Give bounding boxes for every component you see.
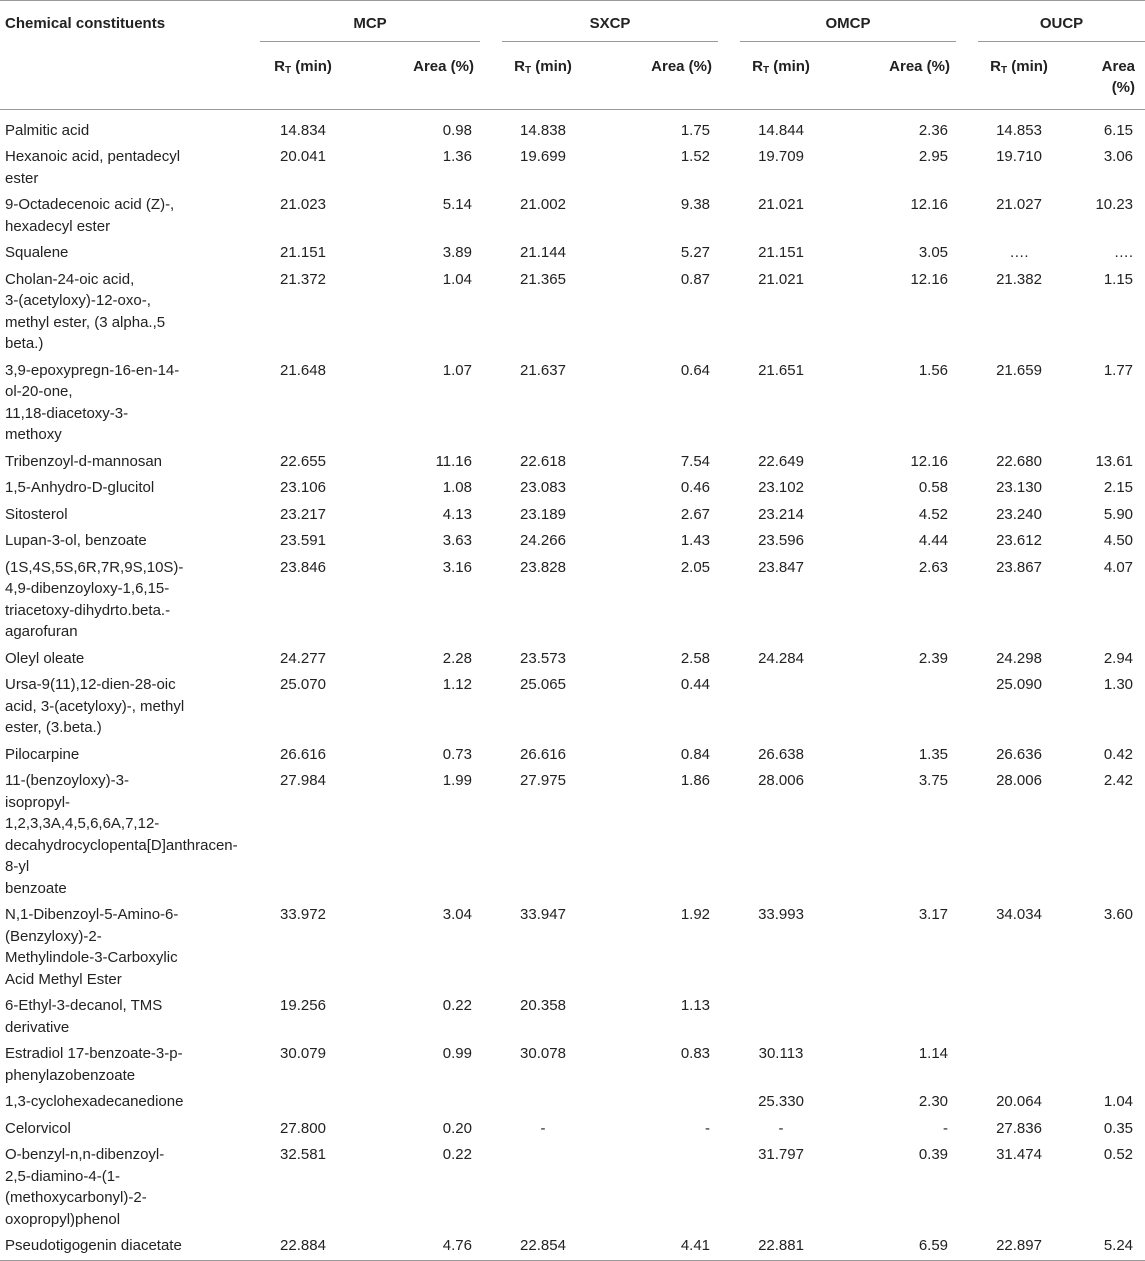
area-value: 9.38 bbox=[680, 196, 711, 213]
rt-value: 24.284 bbox=[758, 649, 804, 667]
rt-value: 22.680 bbox=[996, 452, 1042, 470]
area-value bbox=[1078, 993, 1145, 1041]
area-value: …. bbox=[1113, 244, 1134, 261]
table-row bbox=[0, 1041, 1145, 1089]
rt-value: 23.846 bbox=[280, 558, 326, 576]
rt-value: 22.884 bbox=[242, 1233, 364, 1260]
rt-value: 27.836 bbox=[996, 1119, 1042, 1137]
rt-value: 23.106 bbox=[280, 479, 326, 496]
area-value: 1.52 bbox=[680, 148, 711, 165]
rt-column-header: $R_T$ (min) bbox=[242, 46, 364, 110]
rt-value: 21.027 bbox=[996, 196, 1042, 213]
area-value: 1.36 bbox=[442, 148, 472, 165]
area-column-header: Area (%) bbox=[840, 46, 960, 110]
area-value: 5.14 bbox=[442, 196, 472, 213]
constituent-name: (1S,4S,5S,6R,7R,9S,10S)- 4,9-dibenzoyloxy-1,6,15- triacetoxy-dihydrto.beta.- agarofuran bbox=[5, 558, 184, 640]
rt-value: 27.800 bbox=[280, 1119, 326, 1137]
constituent-name: Palmitic acid bbox=[5, 121, 90, 139]
rt-value: 27.984 bbox=[280, 772, 326, 789]
group-header-omcp: OMCP bbox=[722, 1, 960, 46]
area-value: 1.35 bbox=[918, 745, 949, 763]
area-column-header: Area (%) bbox=[364, 46, 484, 110]
table-row bbox=[0, 528, 1145, 555]
area-value: 3.06 bbox=[1103, 148, 1134, 165]
area-value: 3.17 bbox=[918, 906, 949, 923]
area-value: 4.52 bbox=[918, 505, 949, 523]
constituent-name: Pseudotigogenin diacetate bbox=[0, 1233, 242, 1260]
constituent-name: Sitosterol bbox=[5, 505, 68, 523]
area-value: 12.16 bbox=[910, 270, 949, 288]
table-row bbox=[0, 993, 1145, 1041]
area-value: 6.15 bbox=[1103, 121, 1134, 139]
rt-value: 22.649 bbox=[758, 452, 804, 470]
area-value: 1.99 bbox=[442, 772, 472, 789]
rt-value: 27.975 bbox=[520, 772, 566, 789]
rt-value: 25.065 bbox=[520, 676, 566, 693]
rt-value: 23.612 bbox=[996, 532, 1042, 549]
table-row bbox=[0, 555, 1145, 646]
rt-value: 19.699 bbox=[520, 148, 566, 165]
rt-value: 19.710 bbox=[996, 148, 1042, 165]
area-value: 1.30 bbox=[1103, 676, 1134, 693]
rt-value: 33.993 bbox=[758, 906, 804, 923]
constituent-name: Cholan-24-oic acid, 3-(acetyloxy)-12-oxo-, methyl ester, (3 alpha.,5 beta.) bbox=[5, 270, 166, 352]
group-header-mcp: MCP bbox=[242, 1, 484, 46]
area-value: 12.16 bbox=[910, 452, 949, 470]
rt-value: 21.021 bbox=[758, 270, 804, 288]
area-value: 0.22 bbox=[442, 1146, 472, 1163]
area-value: - bbox=[943, 1119, 949, 1137]
table-row bbox=[0, 1142, 1145, 1233]
rt-value: 26.636 bbox=[996, 745, 1042, 763]
rt-value bbox=[484, 1089, 602, 1116]
rt-column-header: $R_T$ (min) bbox=[484, 46, 602, 110]
table-row bbox=[0, 1116, 1145, 1143]
area-value: 0.20 bbox=[442, 1119, 472, 1137]
rt-value bbox=[484, 1142, 602, 1233]
rt-value: 20.358 bbox=[520, 997, 566, 1014]
area-value bbox=[840, 993, 960, 1041]
rt-value bbox=[722, 993, 840, 1041]
area-value: 1.43 bbox=[680, 532, 711, 549]
rt-value: 23.189 bbox=[520, 505, 566, 523]
area-value: 2.67 bbox=[680, 505, 711, 523]
area-value: 5.90 bbox=[1103, 505, 1134, 523]
rt-value: - bbox=[778, 1119, 784, 1137]
area-value: 2.63 bbox=[918, 558, 949, 576]
group-header-sxcp: SXCP bbox=[484, 1, 722, 46]
constituent-name: Celorvicol bbox=[5, 1119, 71, 1137]
rt-value: 19.256 bbox=[280, 997, 326, 1014]
area-value: 0.52 bbox=[1103, 1146, 1134, 1163]
rt-value: 22.854 bbox=[484, 1233, 602, 1260]
rt-value: 30.079 bbox=[280, 1045, 326, 1062]
area-value: 0.46 bbox=[680, 479, 711, 496]
area-value: 0.99 bbox=[442, 1045, 472, 1062]
area-value: 1.04 bbox=[442, 270, 472, 288]
rt-value: 23.591 bbox=[280, 532, 326, 549]
rt-value: 24.266 bbox=[520, 532, 566, 549]
constituent-name: Ursa-9(11),12-dien-28-oic acid, 3-(acetyloxy)-, methyl ester, (3.beta.) bbox=[5, 676, 185, 736]
rt-value: 22.897 bbox=[960, 1233, 1078, 1260]
rt-value: 25.090 bbox=[996, 676, 1042, 693]
rt-value: 23.083 bbox=[520, 479, 566, 496]
area-value: 2.39 bbox=[918, 649, 949, 667]
area-value: 0.44 bbox=[680, 676, 711, 693]
rt-value: 21.023 bbox=[280, 196, 326, 213]
area-value bbox=[602, 1142, 722, 1233]
area-value: 4.41 bbox=[602, 1233, 722, 1260]
area-value: 13.61 bbox=[1095, 452, 1134, 470]
area-value bbox=[1078, 1041, 1145, 1089]
area-value: 4.50 bbox=[1103, 532, 1134, 549]
area-value: - bbox=[705, 1119, 711, 1137]
area-value: 3.05 bbox=[918, 244, 949, 261]
table-row bbox=[0, 646, 1145, 673]
constituent-name: 9-Octadecenoic acid (Z)-, hexadecyl ester bbox=[5, 196, 175, 235]
rt-column-header: $R_T$ (min) bbox=[960, 46, 1078, 110]
area-value: 1.14 bbox=[918, 1045, 949, 1062]
rt-value: 23.828 bbox=[520, 558, 566, 576]
area-value: 1.15 bbox=[1103, 270, 1134, 288]
rt-value: 28.006 bbox=[996, 772, 1042, 789]
area-value: 0.39 bbox=[918, 1146, 949, 1163]
table-row bbox=[0, 449, 1145, 476]
rt-value: 14.853 bbox=[996, 121, 1042, 139]
area-value: 3.89 bbox=[442, 244, 472, 261]
area-value: 1.92 bbox=[680, 906, 711, 923]
rt-value: 21.651 bbox=[758, 361, 804, 379]
area-value bbox=[602, 1089, 722, 1116]
sub-header-row bbox=[0, 46, 1145, 110]
area-value: 4.76 bbox=[364, 1233, 484, 1260]
constituent-name: 6-Ethyl-3-decanol, TMS derivative bbox=[5, 997, 163, 1036]
rt-value: 21.151 bbox=[280, 244, 326, 261]
area-value: 4.44 bbox=[918, 532, 949, 549]
rt-value: 23.217 bbox=[280, 505, 326, 523]
rt-value bbox=[242, 1089, 364, 1116]
constituent-name: Tribenzoyl-d-mannosan bbox=[5, 452, 163, 470]
rt-value: 23.130 bbox=[996, 479, 1042, 496]
table-row bbox=[0, 475, 1145, 502]
rt-value: 22.881 bbox=[722, 1233, 840, 1260]
area-value: 2.42 bbox=[1103, 772, 1134, 789]
rt-value: 21.659 bbox=[996, 361, 1042, 379]
constituent-name: Estradiol 17-benzoate-3-p- phenylazobenzoate bbox=[5, 1045, 183, 1084]
rt-value: 25.330 bbox=[758, 1093, 804, 1110]
area-value: 0.22 bbox=[442, 997, 472, 1014]
area-value: 10.23 bbox=[1095, 196, 1134, 213]
constituent-name: Squalene bbox=[5, 244, 69, 261]
area-value: 0.64 bbox=[680, 361, 711, 379]
area-value: 5.27 bbox=[680, 244, 711, 261]
rt-value: 34.034 bbox=[996, 906, 1042, 923]
constituent-name: Oleyl oleate bbox=[5, 649, 85, 667]
constituent-name: 1,3-cyclohexadecanedione bbox=[5, 1093, 184, 1110]
rt-value bbox=[722, 672, 840, 742]
rt-value: 24.298 bbox=[996, 649, 1042, 667]
area-value: 1.04 bbox=[1103, 1093, 1134, 1110]
area-value: 1.77 bbox=[1103, 361, 1134, 379]
table-row bbox=[0, 358, 1145, 449]
rt-value: 30.113 bbox=[758, 1045, 804, 1062]
area-value: 3.04 bbox=[442, 906, 472, 923]
area-value: 2.15 bbox=[1103, 479, 1134, 496]
area-value: 0.98 bbox=[442, 121, 472, 139]
table-row bbox=[0, 902, 1145, 993]
rt-value: 32.581 bbox=[280, 1146, 326, 1163]
area-value: 7.54 bbox=[680, 452, 711, 470]
rt-value: 21.382 bbox=[996, 270, 1042, 288]
rt-value: 14.844 bbox=[758, 121, 804, 139]
constituent-name: 1,5-Anhydro-D-glucitol bbox=[5, 479, 155, 496]
rt-value: 21.365 bbox=[520, 270, 566, 288]
constituent-name: O-benzyl-n,n-dibenzoyl- 2,5-diamino-4-(1- (methoxycarbonyl)-2- oxopropyl)phenol bbox=[5, 1146, 165, 1228]
rt-value: 21.002 bbox=[520, 196, 566, 213]
rt-value: 19.709 bbox=[758, 148, 804, 165]
table-row bbox=[0, 109, 1145, 144]
area-value: 2.58 bbox=[680, 649, 711, 667]
table-row bbox=[0, 240, 1145, 267]
rt-value: 21.021 bbox=[758, 196, 804, 213]
constituent-name: 11-(benzoyloxy)-3- isopropyl- 1,2,3,3A,4,5,6,6A,7,12- decahydrocyclopenta[D]anthracen- 8-yl benzoate bbox=[5, 772, 238, 897]
area-value: 1.13 bbox=[680, 997, 711, 1014]
area-value: 0.73 bbox=[442, 745, 472, 763]
rt-value: - bbox=[540, 1119, 546, 1137]
constituent-name: Lupan-3-ol, benzoate bbox=[5, 532, 147, 549]
area-value: 2.28 bbox=[442, 649, 472, 667]
rt-value: 31.474 bbox=[996, 1146, 1042, 1163]
area-value: 1.75 bbox=[680, 121, 711, 139]
rt-value bbox=[960, 1041, 1078, 1089]
rt-value: 23.573 bbox=[520, 649, 566, 667]
table-row bbox=[0, 144, 1145, 192]
rt-value: 20.064 bbox=[996, 1093, 1042, 1110]
constituent-name: N,1-Dibenzoyl-5-Amino-6- (Benzyloxy)-2- Methylindole-3-Carboxylic Acid Methyl Ester bbox=[5, 906, 179, 988]
table-row bbox=[0, 1233, 1145, 1260]
rt-value: 21.637 bbox=[520, 361, 566, 379]
rt-value: 21.372 bbox=[280, 270, 326, 288]
area-value: 6.59 bbox=[840, 1233, 960, 1260]
rt-column-header: $R_T$ (min) bbox=[722, 46, 840, 110]
area-value: 2.95 bbox=[918, 148, 949, 165]
rt-value: 23.240 bbox=[996, 505, 1042, 523]
rt-value: 25.070 bbox=[280, 676, 326, 693]
table-row bbox=[0, 267, 1145, 358]
rt-value: 23.596 bbox=[758, 532, 804, 549]
table-row bbox=[0, 1089, 1145, 1116]
area-value: 3.60 bbox=[1103, 906, 1134, 923]
area-value: 5.24 bbox=[1078, 1233, 1145, 1260]
area-value bbox=[840, 672, 960, 742]
area-value: 3.75 bbox=[918, 772, 949, 789]
area-value: 12.16 bbox=[910, 196, 949, 213]
rt-value bbox=[960, 993, 1078, 1041]
rt-value: …. bbox=[1009, 244, 1029, 261]
group-header-oucp: OUCP bbox=[960, 1, 1145, 46]
rt-value: 21.144 bbox=[520, 244, 566, 261]
rt-value: 21.151 bbox=[758, 244, 804, 261]
rt-value: 31.797 bbox=[758, 1146, 804, 1163]
rt-value: 33.947 bbox=[520, 906, 566, 923]
table-row bbox=[0, 768, 1145, 902]
rt-value: 26.638 bbox=[758, 745, 804, 763]
area-column-header: Area (%) bbox=[602, 46, 722, 110]
rt-value: 24.277 bbox=[280, 649, 326, 667]
area-value bbox=[364, 1089, 484, 1116]
constituent-column-header: Chemical constituents bbox=[0, 1, 242, 46]
area-value: 0.58 bbox=[918, 479, 949, 496]
rt-value: 14.834 bbox=[280, 121, 326, 139]
rt-value: 33.972 bbox=[280, 906, 326, 923]
constituent-name: 3,9-epoxypregn-16-en-14- ol-20-one, 11,18-diacetoxy-3- methoxy bbox=[5, 361, 180, 443]
rt-value: 20.041 bbox=[280, 148, 326, 165]
area-value: 1.07 bbox=[442, 361, 472, 379]
area-value: 2.05 bbox=[680, 558, 711, 576]
area-value: 2.30 bbox=[918, 1093, 949, 1110]
rt-value: 30.078 bbox=[520, 1045, 566, 1062]
area-value: 1.12 bbox=[442, 676, 472, 693]
area-value: 0.83 bbox=[680, 1045, 711, 1062]
rt-value: 21.648 bbox=[280, 361, 326, 379]
rt-value: 23.847 bbox=[758, 558, 804, 576]
table-row bbox=[0, 672, 1145, 742]
rt-value: 26.616 bbox=[280, 745, 326, 763]
area-value: 4.13 bbox=[442, 505, 472, 523]
area-value: 2.94 bbox=[1103, 649, 1134, 667]
rt-value: 23.214 bbox=[758, 505, 804, 523]
rt-value: 22.618 bbox=[520, 452, 566, 470]
rt-value: 28.006 bbox=[758, 772, 804, 789]
area-value: 2.36 bbox=[918, 121, 949, 139]
constituent-name: Hexanoic acid, pentadecyl ester bbox=[5, 148, 181, 187]
area-value: 0.87 bbox=[680, 270, 711, 288]
area-value: 0.35 bbox=[1103, 1119, 1134, 1137]
area-value: 1.56 bbox=[918, 361, 949, 379]
area-value: 11.16 bbox=[435, 452, 472, 470]
table-row bbox=[0, 502, 1145, 529]
area-value: 4.07 bbox=[1103, 558, 1134, 576]
area-value: 3.16 bbox=[442, 558, 472, 576]
area-value: 3.63 bbox=[442, 532, 472, 549]
rt-value: 22.655 bbox=[280, 452, 326, 470]
rt-value: 23.867 bbox=[996, 558, 1042, 576]
area-value: 0.84 bbox=[680, 745, 711, 763]
area-value: 1.86 bbox=[680, 772, 711, 789]
rt-value: 23.102 bbox=[758, 479, 804, 496]
rt-value: 14.838 bbox=[520, 121, 566, 139]
constituent-name: Pilocarpine bbox=[5, 745, 80, 763]
table-row bbox=[0, 742, 1145, 769]
table-row bbox=[0, 192, 1145, 240]
group-header-row bbox=[0, 1, 1145, 46]
area-value: 0.42 bbox=[1103, 745, 1134, 763]
area-column-header: Area (%) bbox=[1078, 46, 1145, 110]
rt-value: 26.616 bbox=[520, 745, 566, 763]
area-value: 1.08 bbox=[442, 479, 472, 496]
